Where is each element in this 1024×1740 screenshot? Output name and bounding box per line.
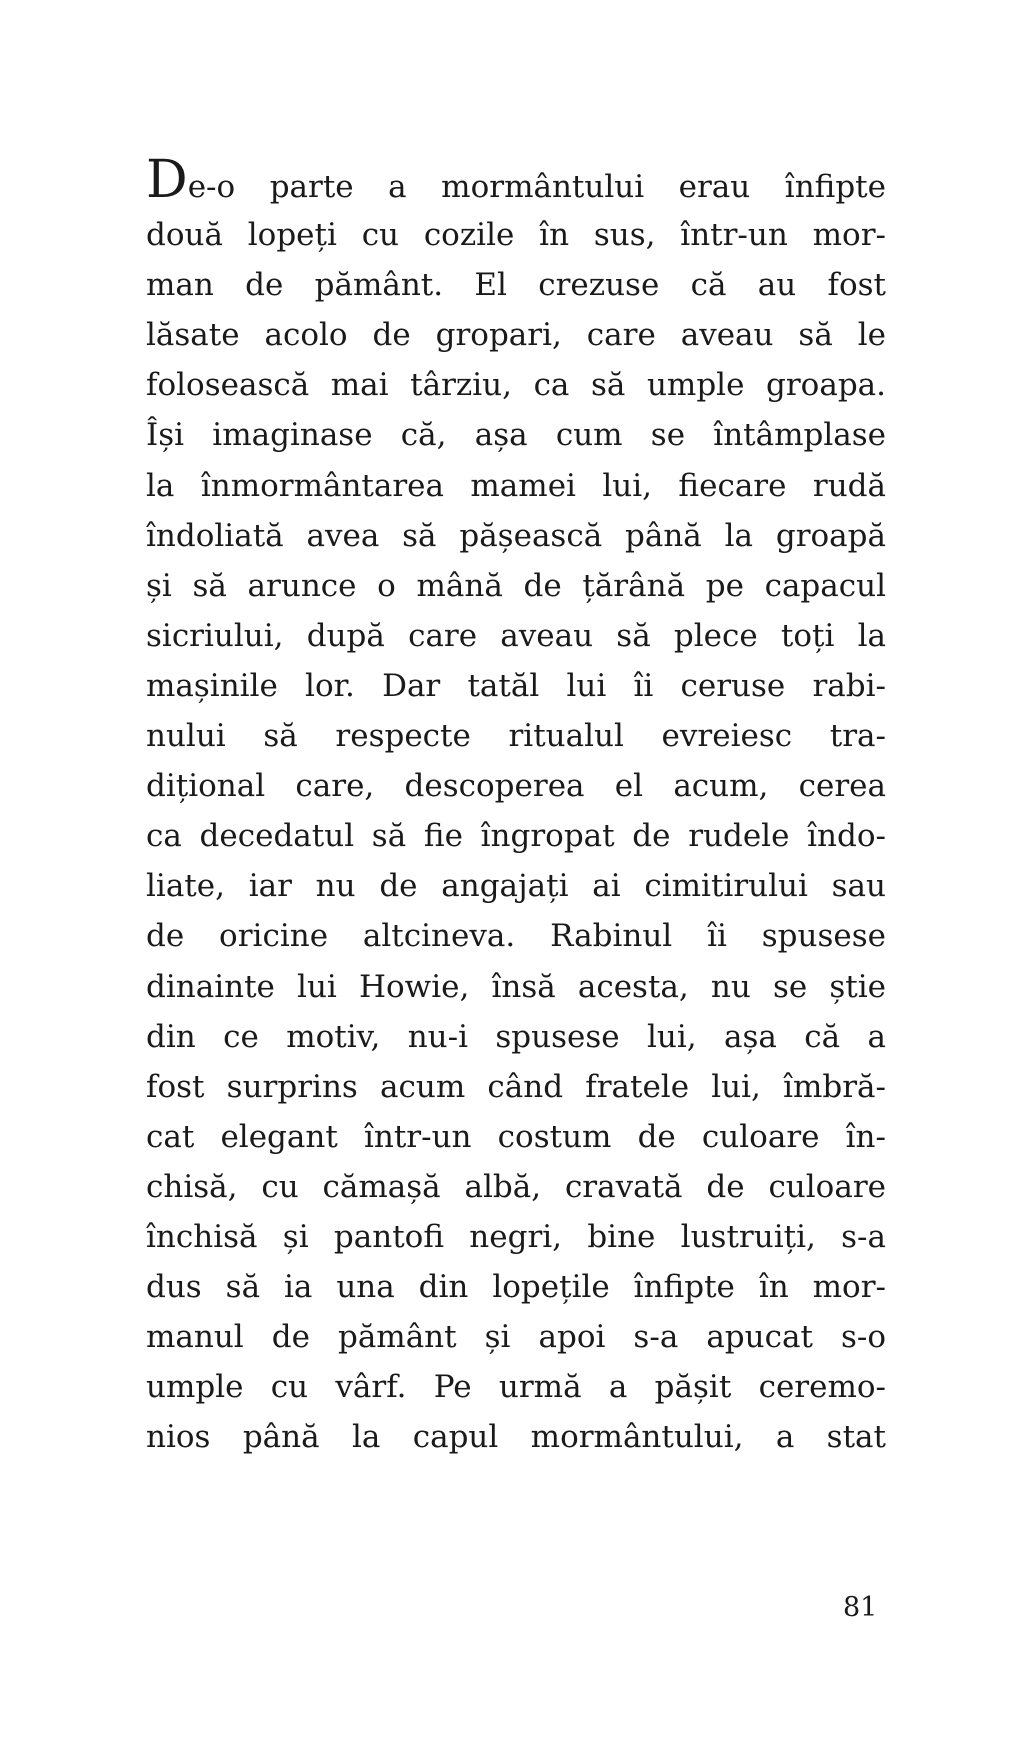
- text-line: chisă, cu cămașă albă, cravată de culoare: [146, 1168, 886, 1205]
- text-line: fost surprins acum când fratele lui, îmbră-: [146, 1068, 886, 1105]
- text-line: îndoliată avea să pășească până la groapă: [146, 517, 886, 554]
- text-line: nului să respecte ritualul evreiesc tra-: [146, 718, 886, 755]
- text-line: folosească mai târziu, ca să umple groapa.: [146, 367, 886, 404]
- text-line: dițional care, descoperea el acum, cerea: [146, 768, 886, 805]
- text-line: din ce motiv, nu-i spusese lui, așa că a: [146, 1018, 886, 1055]
- text-line: la înmormântarea mamei lui, fiecare rudă: [146, 467, 886, 504]
- text-line: Își imaginase că, așa cum se întâmplase: [146, 417, 886, 454]
- text-line: man de pământ. El crezuse că au fost: [146, 267, 886, 304]
- text-line: cat elegant într-un costum de culoare în-: [146, 1118, 886, 1155]
- drop-cap: D: [146, 150, 188, 210]
- text-line: închisă și pantofi negri, bine lustruiți, s-a: [146, 1218, 886, 1255]
- text-line: dus să ia una din lopețile înfipte în mor-: [146, 1269, 886, 1306]
- text-line: dinainte lui Howie, însă acesta, nu se știe: [146, 968, 886, 1005]
- page-number: 81: [843, 1592, 878, 1623]
- text-line: [146, 150, 886, 210]
- text-line: două lopeți cu cozile în sus, într-un mor-: [146, 217, 886, 254]
- text-line: și să arunce o mână de țărână pe capacul: [146, 567, 886, 604]
- text-line: mașinile lor. Dar tatăl lui îi ceruse rabi-: [146, 667, 886, 704]
- body-text: [146, 150, 886, 1462]
- text-line: de oricine altcineva. Rabinul îi spusese: [146, 918, 886, 955]
- text-line: lăsate acolo de gropari, care aveau să le: [146, 317, 886, 354]
- text-line-content: e-o parte a mormântului erau înfipte: [187, 169, 886, 205]
- text-line: liate, iar nu de angajați ai cimitirului sau: [146, 868, 886, 905]
- text-line: umple cu vârf. Pe urmă a pășit ceremo-: [146, 1369, 886, 1406]
- text-line: manul de pământ și apoi s-a apucat s-o: [146, 1319, 886, 1356]
- text-line: nios până la capul mormântului, a stat: [146, 1419, 886, 1456]
- text-line: sicriului, după care aveau să plece toți la: [146, 617, 886, 654]
- text-line: ca decedatul să fie îngropat de rudele îndo-: [146, 818, 886, 855]
